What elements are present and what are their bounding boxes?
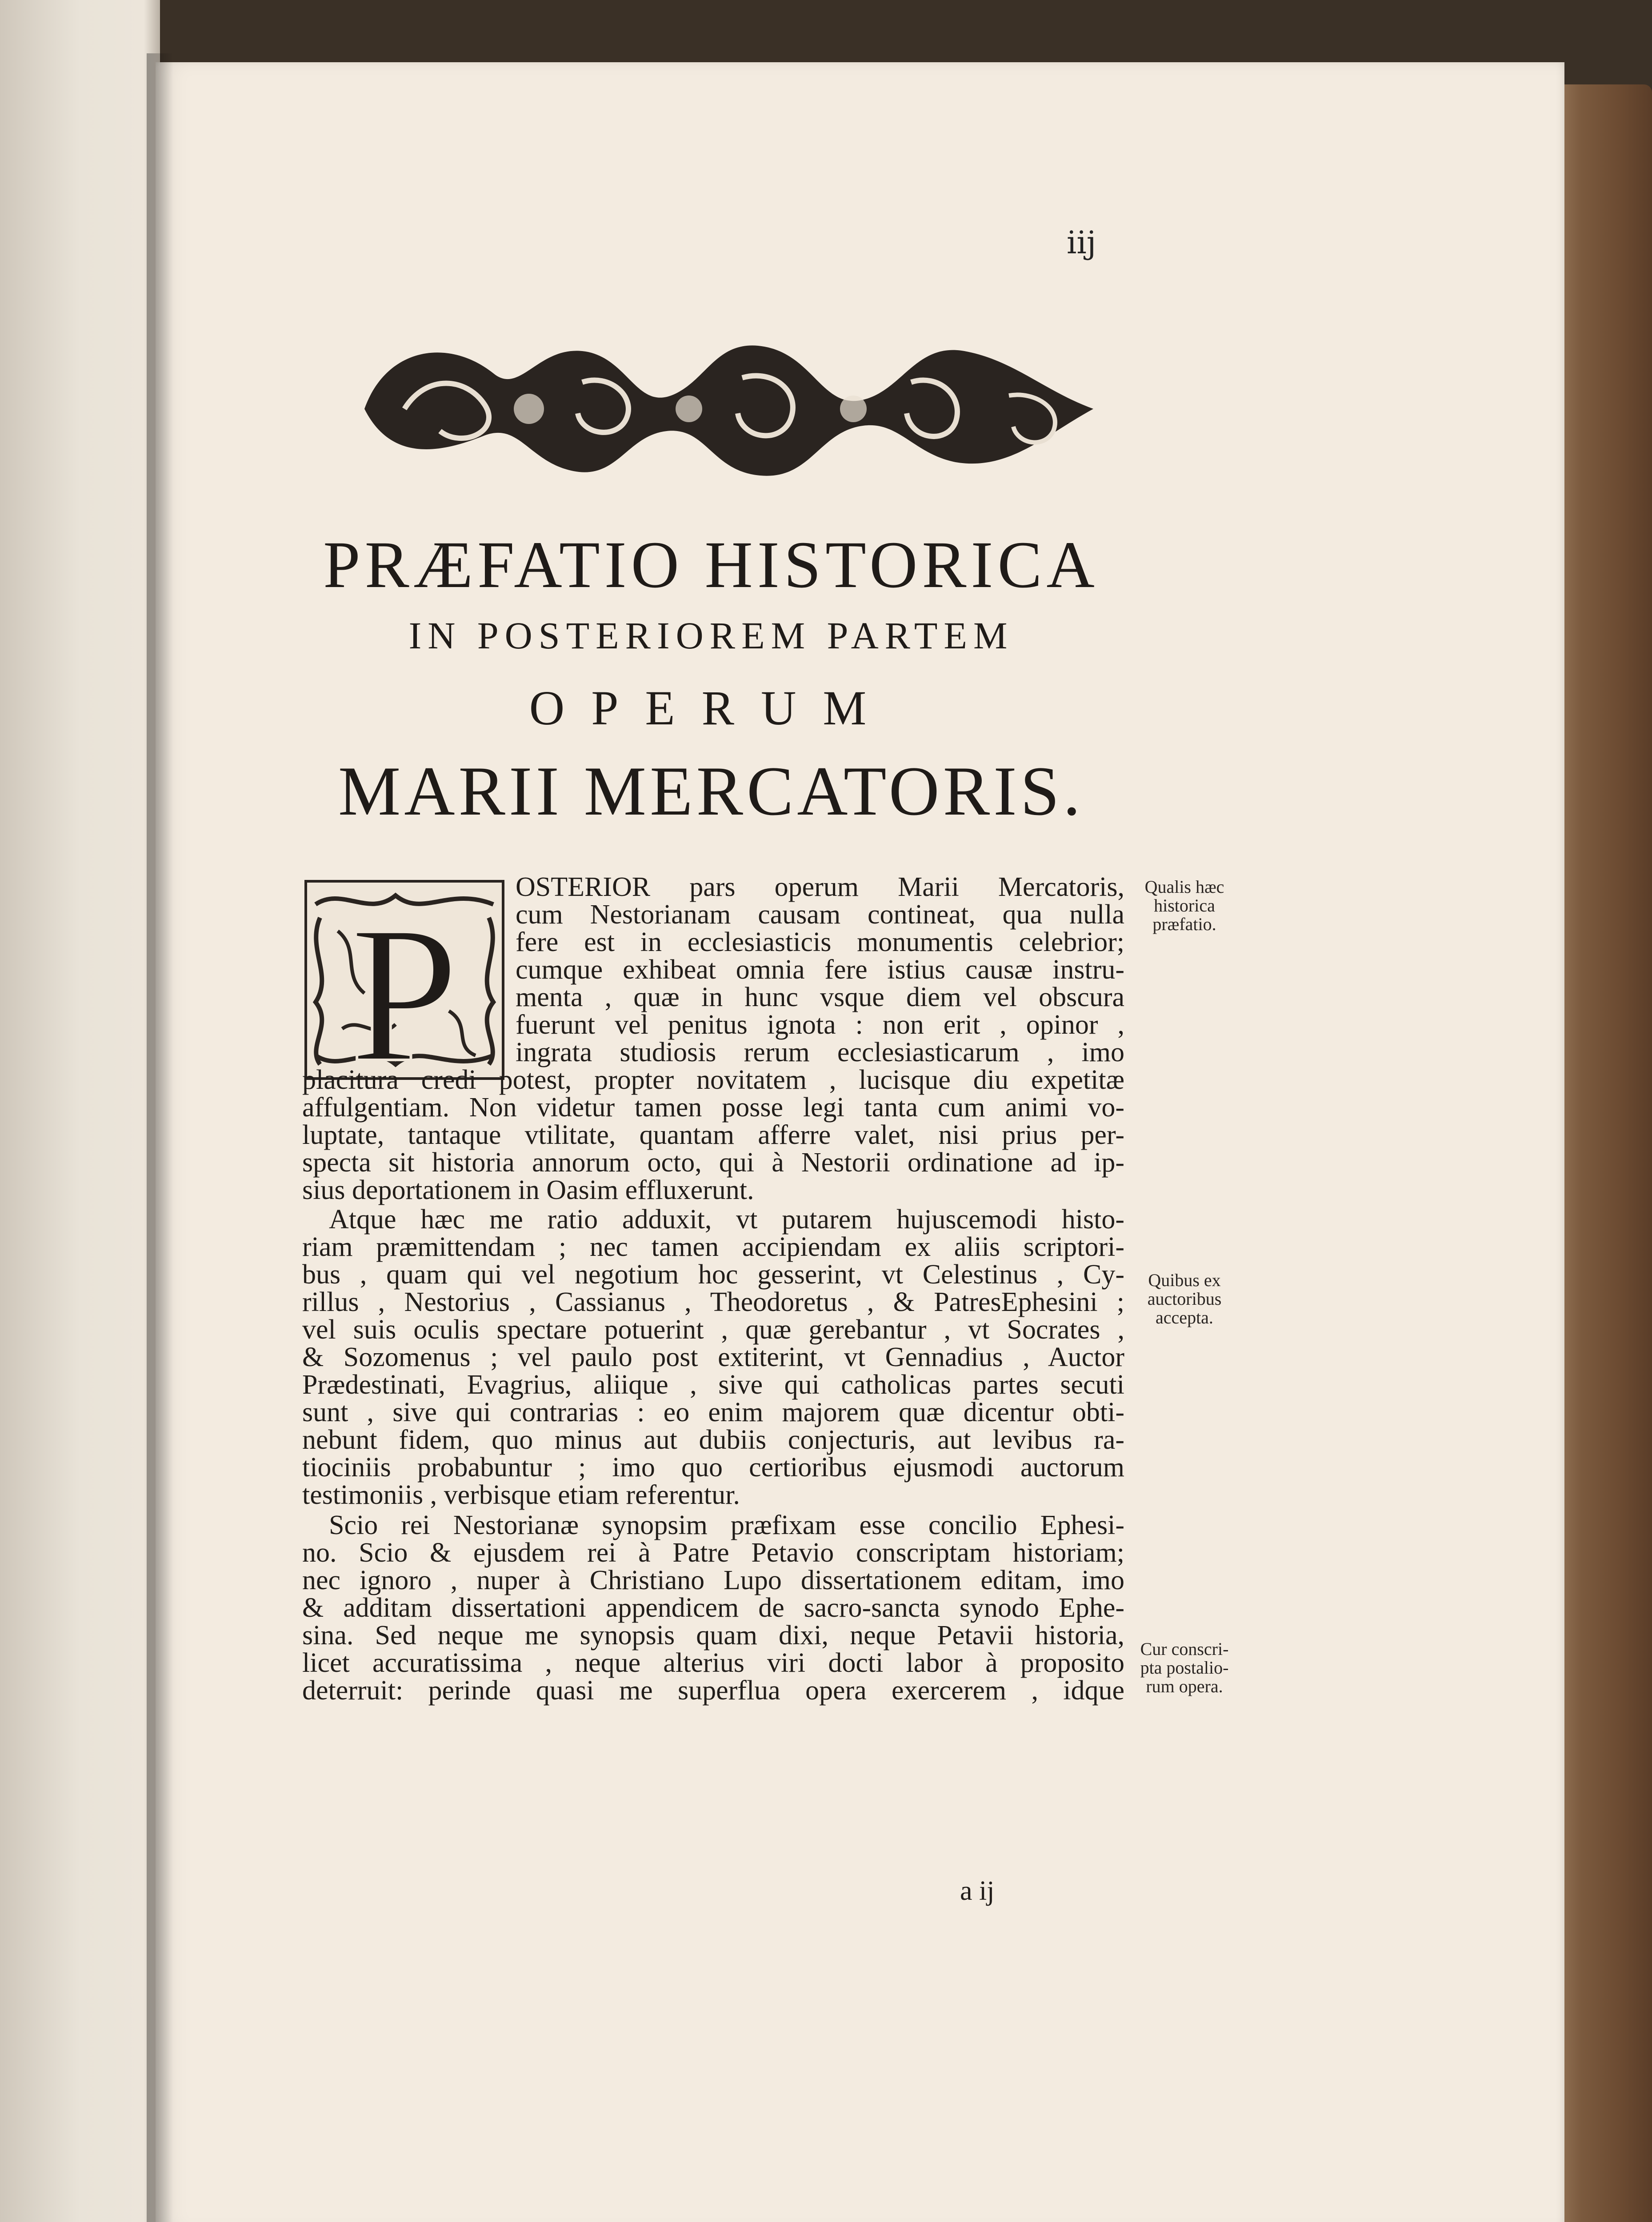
decorative-headpiece-ornament — [351, 320, 1107, 498]
marginal-note-2 — [1129, 1271, 1240, 1327]
paragraph-1-opening — [516, 873, 1124, 1066]
text-line: nec ignoro , nuper à Christiano Lupo dissertationem editam, imo — [302, 1565, 1124, 1595]
text-line: riam præmittendam ; nec tamen accipiendam ex aliis scriptori- — [302, 1232, 1124, 1262]
text-line: specta sit historia annorum octo, qui à Nestorii ordinatione ad ip- — [302, 1147, 1124, 1178]
marginal-note-line: accepta. — [1156, 1307, 1213, 1327]
marginal-note-line: Quibus ex — [1148, 1270, 1221, 1290]
marginal-note-line: rum opera. — [1146, 1676, 1223, 1696]
folio-number: iij — [1067, 224, 1096, 261]
text-line: no. Scio & ejusdem rei à Patre Petavio conscriptam historiam; — [302, 1538, 1124, 1568]
text-line: deterruit: perinde quasi me superflua opera exercerem , idque — [302, 1675, 1124, 1706]
text-line: testimoniis , verbisque etiam referentur. — [302, 1480, 740, 1510]
signature-mark: a ij — [960, 1876, 995, 1906]
text-line: sius deportationem in Oasim effluxerunt. — [302, 1175, 754, 1205]
left-page-edge — [0, 0, 160, 2222]
text-line: ingrata studiosis rerum ecclesiasticarum , imo — [516, 1037, 1124, 1067]
title-line-2: IN POSTERIOREM PARTEM — [408, 614, 1014, 657]
paragraph-2 — [302, 1206, 1124, 1509]
marginal-note-line: historica — [1154, 895, 1215, 915]
text-line: licet accuratissima , neque alterius viri docti labor à proposito — [302, 1648, 1124, 1678]
text-line: Atque hæc me ratio adduxit, vt putarem hujuscemodi histo- — [329, 1204, 1124, 1235]
paragraph-1-continued — [302, 1066, 1124, 1204]
marginal-note-line: pta postalio- — [1140, 1658, 1229, 1678]
text-line: Prædestinati, Evagrius, aliique , sive qui catholicas partes secuti — [302, 1370, 1124, 1400]
text-line: sina. Sed neque me synopsis quam dixi, neque Petavii historia, — [302, 1620, 1124, 1651]
text-line: sunt , sive qui contrarias : eo enim majorem quæ dicentur obti- — [302, 1397, 1124, 1427]
book-gutter — [147, 53, 173, 2222]
text-line: & additam dissertationi appendicem de sacro-sancta synodo Ephe- — [302, 1593, 1124, 1623]
marginal-note-line: præfatio. — [1152, 914, 1216, 934]
text-line: cum Nestorianam causam contineat, qua nulla — [516, 899, 1124, 930]
title-line-1: PRÆFATIO HISTORICA — [323, 528, 1099, 602]
paragraph-3 — [302, 1511, 1124, 1704]
marginal-note-3 — [1129, 1640, 1240, 1696]
marginal-note-line: Cur conscri- — [1140, 1639, 1229, 1659]
text-line: placitura credi potest, propter novitatem , lucisque diu expetitæ — [302, 1065, 1124, 1095]
marginal-note-line: auctoribus — [1147, 1289, 1222, 1309]
text-line: vel suis oculis spectare potuerint , quæ gerebantur , vt Socrates , — [302, 1315, 1124, 1345]
text-line: Scio rei Nestorianæ synopsim præfixam esse concilio Ephesi- — [329, 1510, 1124, 1540]
text-line: tiociniis probabuntur ; imo quo certioribus ejusmodi auctorum — [302, 1452, 1124, 1483]
text-line: affulgentiam. Non videtur tamen posse legi tanta cum animi vo- — [302, 1092, 1124, 1123]
text-line: fere est in ecclesiasticis monumentis celebrior; — [516, 927, 1124, 957]
title-line-3: OPERUM — [529, 681, 893, 735]
marginal-note-line: Qualis hæc — [1144, 877, 1224, 897]
text-line: rillus , Nestorius , Cassianus , Theodoretus , & PatresEphesini ; — [302, 1287, 1124, 1317]
text-line: OSTERIOR pars operum Marii Mercatoris, — [516, 872, 1124, 902]
marginal-note-1 — [1129, 878, 1240, 934]
dropcap-letter: P — [350, 886, 459, 1082]
book-cover-edge — [1551, 84, 1652, 2222]
text-line: bus , quam qui vel negotium hoc gesserint, vt Celestinus , Cy- — [302, 1259, 1124, 1290]
text-line: nebunt fidem, quo minus aut dubiis conjecturis, aut levibus ra- — [302, 1425, 1124, 1455]
text-line: luptate, tantaque vtilitate, quantam afferre valet, nisi prius per- — [302, 1120, 1124, 1150]
text-line: & Sozomenus ; vel paulo post extiterint, vt Gennadius , Auctor — [302, 1342, 1124, 1372]
text-line: cumque exhibeat omnia fere istius causæ instru- — [516, 955, 1124, 985]
text-line: menta , quæ in hunc vsque diem vel obscura — [516, 982, 1124, 1012]
dropcap-initial — [302, 878, 507, 1082]
text-line: fuerunt vel penitus ignota : non erit , opinor , — [516, 1010, 1124, 1040]
title-line-4: MARII MERCATORIS. — [338, 752, 1084, 830]
